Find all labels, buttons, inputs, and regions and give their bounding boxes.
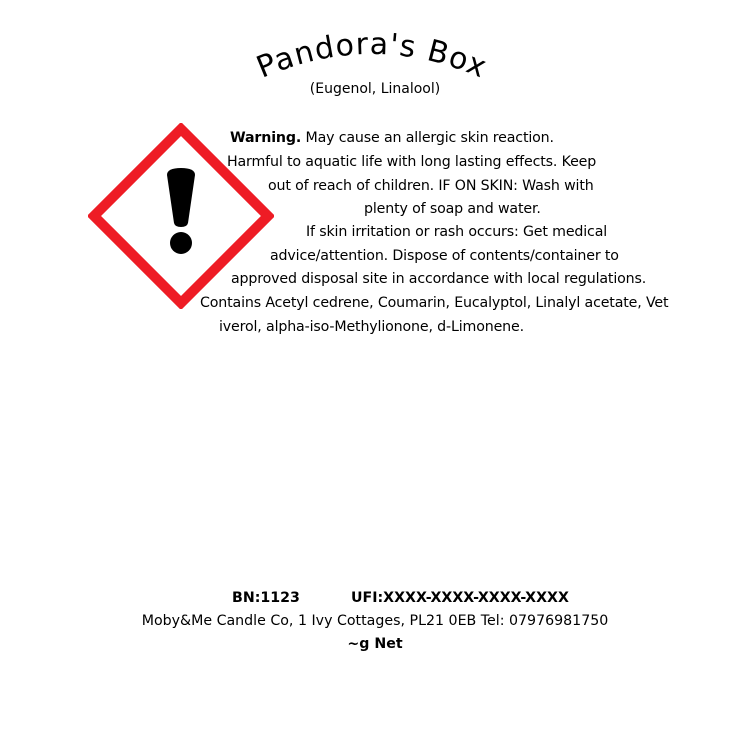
product-title-text: Pandora's Box	[251, 26, 493, 86]
hazard-line-1	[230, 128, 554, 148]
hazard-line-2: Harmful to aquatic life with long lasting effects. Keep	[227, 154, 597, 170]
company-address: Moby&Me Candle Co, 1 Ivy Cottages, PL21 0EB Tel: 07976981750	[141, 613, 609, 629]
hazard-line-9: iverol, alpha-iso-Methylionone, d-Limonene.	[219, 319, 524, 335]
hazard-line-8: Contains Acetyl cedrene, Coumarin, Eucalyptol, Linalyl acetate, Vet	[200, 295, 669, 311]
allergen-subtitle: (Eugenol, Linalool)	[309, 81, 441, 97]
hazard-line-3: out of reach of children. IF ON SKIN: Wash with	[268, 178, 594, 194]
batch-number: BN:1123	[232, 590, 300, 606]
ufi-code: UFI:XXXX-XXXX-XXXX-XXXX	[351, 590, 569, 606]
svg-text:Pandora's Box	[252, 27, 492, 86]
hazard-line-7: approved disposal site in accordance with local regulations.	[231, 271, 647, 287]
hazard-line-4: plenty of soap and water.	[364, 201, 541, 217]
hazard-statement: May cause an allergic skin reaction.	[305, 130, 554, 146]
signal-word: Warning.	[230, 130, 302, 146]
hazard-line-5: If skin irritation or rash occurs: Get medical	[306, 224, 608, 240]
net-weight: ~g Net	[347, 636, 403, 652]
hazard-line-6: advice/attention. Dispose of contents/container to	[270, 248, 619, 264]
